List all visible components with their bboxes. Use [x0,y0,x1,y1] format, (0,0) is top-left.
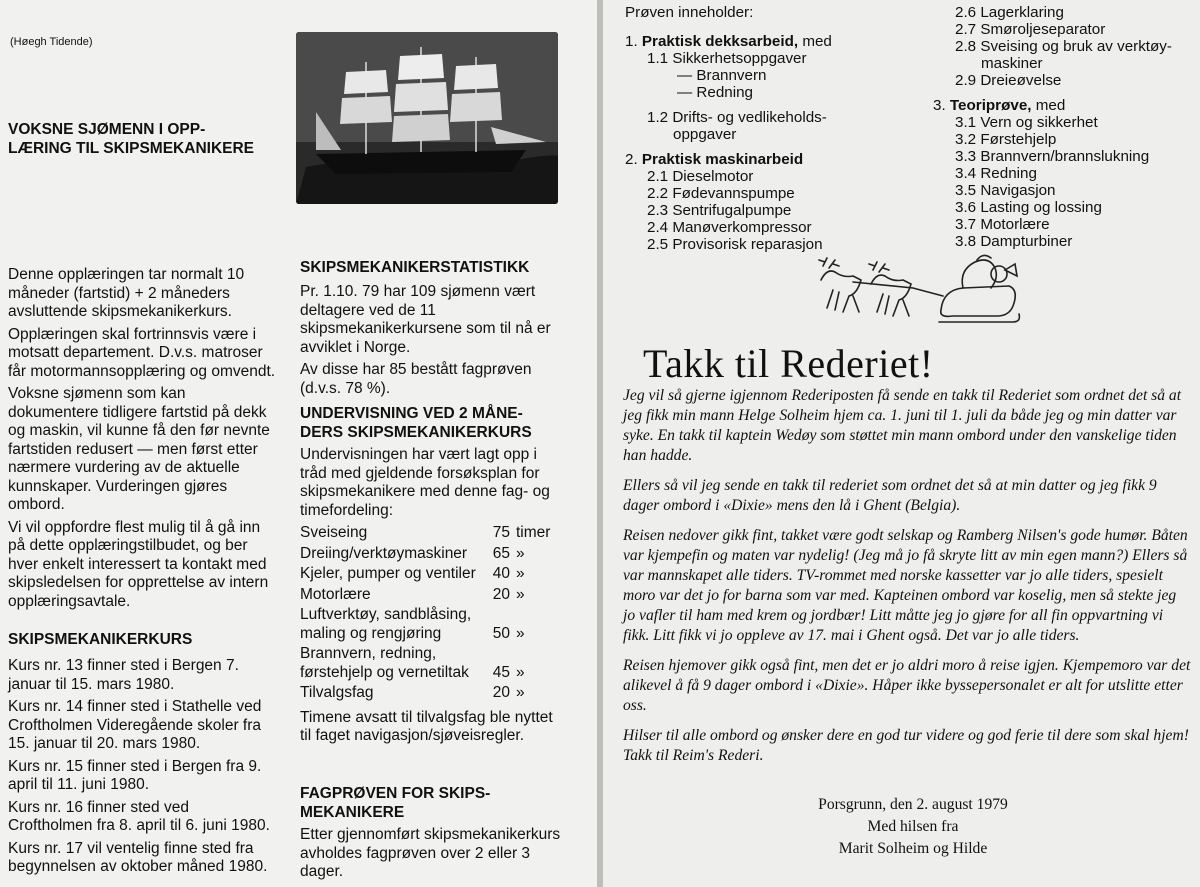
section-title: Praktisk maskinarbeid [641,151,804,168]
undervisning-outro: Timene avsatt til tilvalgsfag ble nyttet til faget navigasjon/sjøveisregler. [300,708,553,744]
hours-cell: 20 [492,585,510,603]
section-title: Teoriprøve, [949,97,1032,114]
subject-cell: Luftverktøy, sandblåsing, maling og rengjøring [300,606,472,642]
list-item: 1.1 Sikkerhetsoppgaver [647,50,807,67]
list-item: 3.5 Navigasjon [955,182,1056,199]
subject-cell: Motorlære [300,585,371,603]
voksne-paragraph: Voksne sjømenn som kan dokumentere tidligere fartstid på dekk og maskin, vil kunne få den før nevnte fartstiden redusert — men først etter nærmere vurdering av de aktuelle kunnskaper. Vurderingen gjøres ombord. [8,385,270,513]
subject-cell: Dreiing/verktøymaskiner [300,544,468,562]
subject-cell: Sveiseing [300,524,368,541]
statistikk-paragraph: Pr. 1.10. 79 har 109 sjømenn vært deltagere ved de 11 skipsmekanikerkursene som til nå er avviklet i Norge. [300,283,551,356]
section-title: Praktisk dekksarbeid, [641,33,799,50]
table-row [300,606,562,645]
kurs-paragraph: Kurs nr. 15 finner sted i Bergen fra 9. april til 11. juni 1980. [8,757,262,793]
list-item: 3.8 Dampturbiner [955,233,1073,250]
letter-paragraph: Reisen hjemover gikk også fint, men det er jo aldri moro å reise igjen. Kjempemoro var det alikevel å få 9 dager ombord i «Dixie». Håper ikke byssepersonalet er alt for utslitte etter oss. [623,657,1191,714]
voksne-section [8,120,276,158]
unit-cell: » [516,585,525,603]
unit-cell: » [516,684,525,701]
section-3-heading [933,97,1195,114]
reindeer-sleigh-icon [813,250,1023,332]
list-item: 2.7 Smøroljeseparator [955,21,1106,38]
unit-cell: » [516,663,525,681]
undervisning-heading-line2: DERS SKIPSMEKANIKERKURS [300,424,532,441]
takk-title: Takk til Rederiet! [643,341,934,386]
kurs-section [8,630,276,881]
hours-cell: 45 [492,663,510,681]
kurs-paragraph: Kurs nr. 16 finner sted ved Croftholmen fra 8. april til 6. juni 1980. [8,798,270,834]
fagproven-text: Etter gjennomført skipsmekanikerkurs avholdes fagprøven over 2 eller 3 dager. [300,826,561,880]
letter-paragraph: Jeg vil så gjerne igjennom Rederiposten få sende en takk til Rederiet som ordnet det så at jeg fikk min mann Helge Solheim hjem ca. 1. juni til 1. juli da både jeg og min datter var syke. En takk til kaptein Wedøy som støttet min mann ombord under den vanskelige tiden han hadde. [623,387,1182,464]
list-item: 2.8 Sveising og bruk av verktøy- [955,38,1172,55]
letter-paragraph: Ellers så vil jeg sende en takk til rederiet som ordnet det så at min datter og jeg fikk 9 dager ombord i «Dixie» mens den lå i Ghent (Belgia). [623,477,1157,514]
list-item: 3.3 Brannvern/brannslukning [955,148,1150,165]
letter-signature [783,794,1043,860]
santa-sleigh-illustration [813,250,1023,332]
list-item: — Redning [677,84,753,101]
unit-cell: » [516,624,525,642]
list-item: 3.2 Førstehjelp [955,131,1057,148]
list-item: 3.6 Lasting og lossing [955,199,1102,216]
section-number: 2. [625,151,638,168]
list-item: 3.1 Vern og sikkerhet [955,114,1098,131]
list-item: 2.5 Provisorisk reparasjon [647,236,823,253]
hours-table [300,524,562,705]
signature-place-date: Porsgrunn, den 2. august 1979 [818,796,1008,813]
kurs-paragraph: Kurs nr. 17 vil ventelig finne sted fra begynnelsen av oktober måned 1980. [8,839,268,875]
list-item: 2.6 Lagerklaring [955,4,1064,21]
hours-cell: 20 [492,684,510,701]
section-suffix: med [798,33,832,50]
statistikk-section [300,258,562,402]
list-item: 3.4 Redning [955,165,1037,182]
hours-cell: 65 [492,544,510,562]
list-item: 2.3 Sentrifugalpumpe [647,202,792,219]
kurs-heading: SKIPSMEKANIKERKURS [8,631,193,648]
undervisning-heading-line1: UNDERVISNING VED 2 MÅNE- [300,405,523,422]
list-item: 2.1 Dieselmotor [647,168,754,185]
unit-cell: » [516,544,525,562]
statistikk-heading: SKIPSMEKANIKERSTATISTIKK [300,259,530,276]
fagproven-heading-line2: MEKANIKERE [300,804,405,821]
undervisning-intro: Undervisningen har vært lagt opp i tråd med gjeldende forsøksplan for skipsmekanikere med denne fag- og timefordeling: [300,446,550,519]
section-number: 3. [933,97,946,114]
ship-icon [296,32,558,204]
voksne-paragraph: Opplæringen skal fortrinnsvis være i motsatt departement. D.v.s. matroser får motormannsopplæring og omvendt. [8,325,276,380]
section-number: 1. [625,33,638,50]
letter-paragraph: Hilser til alle ombord og ønsker dere en god tur videre og god ferie til dere som skal hjem! Takk til Reim's Rederi. [623,727,1189,764]
subject-cell: Tilvalgsfag [300,684,374,701]
sailing-ship-illustration [296,32,558,204]
list-item: maskiner [981,55,1043,72]
hours-cell: 75 [492,524,510,541]
letter-paragraph: Reisen nedover gikk fint, takket være godt selskap og Ramberg Nilsen's gode humør. Båten var kjempefin og maten var nydelig! (Jeg må jo få skryte litt av min egen mann?) Ellers så var mannskapet alle tiders. TV-rommet med norske kassetter var jo alle tiders, spesielt moro var det jo for barna som var med. Kapteinen ombord var koselig, men så stekte jeg jo vafler til ham med krem og jordbær! Litt måtte jeg jo gjøre for all fin oppvartning vi fikk. Litt fikk vi jo oppleve av 17. mai i Ghent også. Det var jo alle tiders. [623,527,1188,644]
voksne-paragraph: Denne opplæringen tar normalt 10 måneder (fartstid) + 2 måneders avsluttende skipsmekanikerkurs. [8,266,245,320]
statistikk-paragraph: Av disse har 85 bestått fagprøven (d.v.s. 78 %). [300,361,532,397]
unit-cell: timer [516,524,551,541]
voksne-paragraph: Vi vil oppfordre flest mulig til å gå inn på dette opplæringstilbudet, og ber hver enkelt interessert ta kontakt med skipsledelsen for opprettelse av intern opplæringsavtale. [8,518,269,610]
section-1-heading [625,33,925,50]
fagproven-section [300,784,562,886]
left-page [0,0,597,887]
list-item: oppgaver [673,126,737,143]
list-item: 2.9 Dreieøvelse [955,72,1062,89]
list-item: — Brannvern [677,67,767,84]
hours-cell: 50 [492,624,510,642]
table-row [300,586,562,607]
voksne-body [8,266,276,615]
table-row [300,645,562,684]
kurs-paragraph: Kurs nr. 13 finner sted i Bergen 7. januar til 15. mars 1980. [8,657,239,693]
list-item: 2.4 Manøverkompressor [647,219,812,236]
unit-cell: » [516,565,525,582]
signature-name: Marit Solheim og Hilde [838,840,988,857]
signature-greeting: Med hilsen fra [867,818,959,835]
letter-body [623,386,1191,776]
section-suffix: med [1031,97,1066,114]
table-row [300,684,562,705]
section-2-heading [625,151,925,168]
exam-intro: Prøven inneholder: [625,4,754,21]
kurs-paragraph: Kurs nr. 14 finner sted i Stathelle ved Croftholmen Videregående skoler fra 15. januar til 20. mars 1980. [8,698,262,752]
undervisning-section [300,404,562,750]
right-page [603,0,1200,887]
exam-list-left [625,4,925,253]
table-row [300,565,562,586]
subject-cell: Brannvern, redning, førstehjelp og vernetiltak [300,645,469,681]
exam-list-right [933,4,1195,250]
list-item: 1.2 Drifts- og vedlikeholds- [647,109,827,126]
voksne-heading-line1: VOKSNE SJØMENN I OPP- [8,121,206,138]
voksne-heading-line2: LÆRING TIL SKIPSMEKANIKERE [8,140,255,157]
source-credit: (Høegh Tidende) [10,36,93,48]
list-item: 3.7 Motorlære [955,216,1050,233]
table-row [300,524,562,545]
list-item: 2.2 Fødevannspumpe [647,185,795,202]
subject-cell: Kjeler, pumper og ventiler [300,565,476,582]
fagproven-heading-line1: FAGPRØVEN FOR SKIPS- [300,785,491,802]
hours-cell: 40 [492,565,510,582]
table-row [300,545,562,566]
